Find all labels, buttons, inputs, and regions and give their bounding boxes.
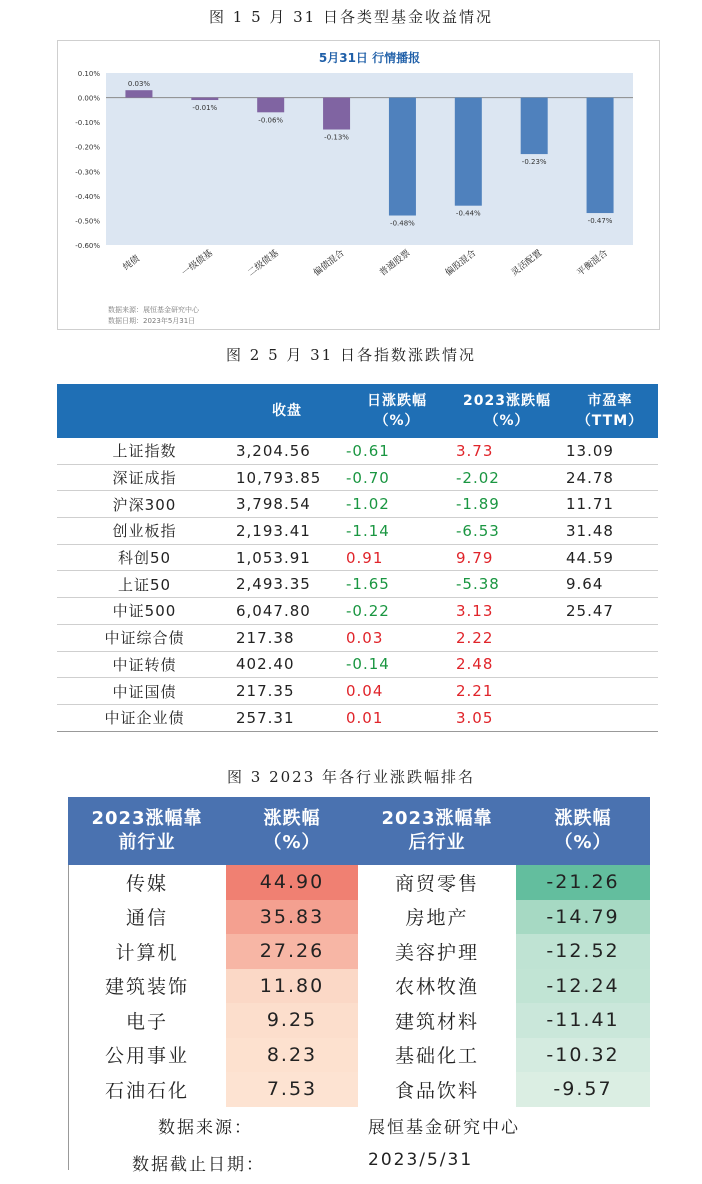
table-row [57,651,658,678]
table-row [68,1003,650,1038]
data-label: -0.44% [455,209,481,218]
header-pe: 市盈率 （TTM） [562,384,658,438]
index-close: 2,493.35 [232,571,342,598]
table-row [57,624,658,651]
top-industry-name: 电子 [125,1010,168,1033]
index-close: 10,793.85 [232,464,342,491]
data-label: -0.48% [390,219,415,228]
industry-ranking-table [68,797,650,1107]
index-pe: 9.64 [562,571,658,598]
x-tick-label: 一级债基 [180,248,215,279]
chart-date: 数据日期：2023年5月31日 [108,317,196,325]
bottom-industry-name: 商贸零售 [394,872,479,895]
index-day-change: 0.03 [342,624,452,651]
index-day-change: 0.91 [342,544,452,571]
index-pe: 25.47 [562,598,658,625]
bottom-industry-name: 建筑材料 [394,1010,479,1033]
index-name: 创业板指 [57,518,232,545]
y-tick-label: -0.20% [75,143,100,152]
table-row [68,969,650,1004]
bottom-industry-name: 基础化工 [394,1045,479,1068]
index-ytd-change: -5.38 [452,571,562,598]
index-ytd-change: 3.05 [452,704,562,731]
index-name: 科创50 [57,544,232,571]
x-tick-label: 灵活配置 [509,248,545,279]
x-tick-label: 偏股混合 [443,248,479,279]
bar [455,98,482,206]
index-close: 217.35 [232,678,342,705]
index-name: 中证综合债 [57,624,232,651]
top-industry-change: 27.26 [226,934,358,969]
index-day-change: -0.14 [342,651,452,678]
bottom-industry-change: -12.24 [516,969,650,1004]
footer-source-value: 展恒基金研究中心 [368,1118,520,1138]
top-industry-name: 石油石化 [104,1079,189,1102]
bottom-industry-change: -9.57 [516,1072,650,1107]
index-close: 217.38 [232,624,342,651]
index-pe: 13.09 [562,438,658,464]
index-day-change: -0.70 [342,464,452,491]
data-label: 0.03% [127,80,151,89]
index-pe: 44.59 [562,544,658,571]
bottom-industry-name: 食品饮料 [394,1079,479,1102]
bar [125,90,152,97]
index-name: 上证指数 [57,438,232,464]
index-close: 1,053.91 [232,544,342,571]
top-industry-change: 44.90 [226,865,358,900]
figure2-caption: 图 2 5 月 31 日各指数涨跌情况 [225,346,476,364]
table-row [57,704,658,731]
index-close: 2,193.41 [232,518,342,545]
footer-date-label: 数据截止日期： [132,1155,265,1175]
table-row [57,544,658,571]
y-tick-label: 0.00% [77,94,100,103]
data-label: -0.01% [192,104,218,113]
top-industry-change: 9.25 [226,1003,358,1038]
index-name: 上证50 [57,571,232,598]
top-industry-name: 通信 [125,907,168,930]
index-ytd-change: 2.48 [452,651,562,678]
bottom-industry-change: -14.79 [516,900,650,935]
index-performance-table [57,384,658,732]
index-name: 沪深300 [57,491,232,518]
index-ytd-change: 2.21 [452,678,562,705]
bar [587,98,614,213]
top-industry-change: 8.23 [226,1038,358,1073]
header-bottom-industry: 2023涨幅靠 后行业 [358,797,516,865]
index-day-change: -1.02 [342,491,452,518]
header-day-change: 日涨跌幅 （%） [342,384,452,438]
top-industry-name: 公用事业 [104,1045,189,1068]
chart-title: 5月31日 行情播报 [318,51,421,65]
index-day-change: -1.14 [342,518,452,545]
index-name: 中证500 [57,598,232,625]
index-day-change: 0.04 [342,678,452,705]
top-industry-change: 11.80 [226,969,358,1004]
index-close: 402.40 [232,651,342,678]
table-row [68,900,650,935]
top-industry-name: 计算机 [115,941,179,964]
y-tick-label: -0.60% [75,242,100,250]
footer-source-label: 数据来源： [158,1118,253,1138]
bar [323,98,350,130]
bottom-industry-change: -11.41 [516,1003,650,1038]
table-header-row [68,797,650,865]
index-ytd-change: -2.02 [452,464,562,491]
plot-area [106,73,633,245]
bottom-industry-name: 农林牧渔 [394,976,479,999]
x-tick-label: 偏债混合 [312,248,347,279]
index-day-change: -1.65 [342,571,452,598]
index-pe: 11.71 [562,491,658,518]
data-label: -0.06% [258,116,284,125]
index-pe: 24.78 [562,464,658,491]
header-bottom-change: 涨跌幅 （%） [516,797,650,865]
table-left-border [68,865,69,1170]
index-pe [562,624,658,651]
index-ytd-change: -6.53 [452,518,562,545]
x-tick-label: 平衡混合 [575,248,611,279]
index-ytd-change: 3.13 [452,598,562,625]
index-close: 6,047.80 [232,598,342,625]
index-pe [562,678,658,705]
table-row [57,438,658,464]
footer-date-value: 2023/5/31 [368,1150,474,1170]
table-row [57,518,658,545]
bar [521,98,548,155]
bottom-industry-change: -21.26 [516,865,650,900]
table-row [68,934,650,969]
index-pe [562,651,658,678]
table-row [57,678,658,705]
table-row [68,1072,650,1107]
bar [191,98,218,100]
top-industry-change: 35.83 [226,900,358,935]
index-name: 中证国债 [57,678,232,705]
index-pe [562,704,658,731]
x-tick-label: 纯债 [121,253,142,273]
bottom-industry-change: -10.32 [516,1038,650,1073]
data-label: -0.13% [324,133,349,142]
chart-source: 数据来源：展恒基金研究中心 [108,306,199,314]
top-industry-name: 建筑装饰 [104,976,189,999]
x-tick-label: 二级债基 [246,248,281,279]
y-tick-label: -0.10% [75,119,100,128]
index-day-change: 0.01 [342,704,452,731]
header-name [57,384,232,438]
header-ytd-change: 2023涨跌幅 （%） [452,384,562,438]
header-close: 收盘 [232,384,342,438]
index-name: 深证成指 [57,464,232,491]
index-ytd-change: 3.73 [452,438,562,464]
index-name: 中证企业债 [57,704,232,731]
top-industry-name: 传媒 [125,872,168,895]
y-tick-label: -0.40% [75,192,100,201]
bar [389,98,416,216]
index-ytd-change: -1.89 [452,491,562,518]
y-tick-label: 0.10% [77,70,100,78]
table-row [57,571,658,598]
table-header-row [57,384,658,438]
table-row [57,598,658,625]
data-label: -0.47% [587,217,613,226]
header-top-industry: 2023涨幅靠 前行业 [68,797,226,865]
table-row [57,464,658,491]
index-ytd-change: 2.22 [452,624,562,651]
index-name: 中证转债 [57,651,232,678]
y-tick-label: -0.30% [75,168,100,177]
table-row [57,491,658,518]
index-close: 3,798.54 [232,491,342,518]
figure3-caption: 图 3 2023 年各行业涨跌幅排名 [226,768,476,786]
table-row [68,1038,650,1073]
fund-returns-chart [57,40,660,330]
index-day-change: -0.61 [342,438,452,464]
bottom-industry-name: 房地产 [405,907,469,930]
figure1-caption: 图 1 5 月 31 日各类型基金收益情况 [208,8,493,26]
bar [257,98,284,113]
fund-returns-chart-svg [58,41,659,329]
index-ytd-change: 9.79 [452,544,562,571]
index-close: 3,204.56 [232,438,342,464]
top-industry-change: 7.53 [226,1072,358,1107]
bottom-industry-change: -12.52 [516,934,650,969]
y-tick-label: -0.50% [75,217,100,226]
index-close: 257.31 [232,704,342,731]
index-day-change: -0.22 [342,598,452,625]
index-pe: 31.48 [562,518,658,545]
data-label: -0.23% [521,158,547,167]
x-tick-label: 普通股票 [377,248,413,279]
header-top-change: 涨跌幅 （%） [226,797,358,865]
table-row [68,865,650,900]
bottom-industry-name: 美容护理 [394,941,479,964]
